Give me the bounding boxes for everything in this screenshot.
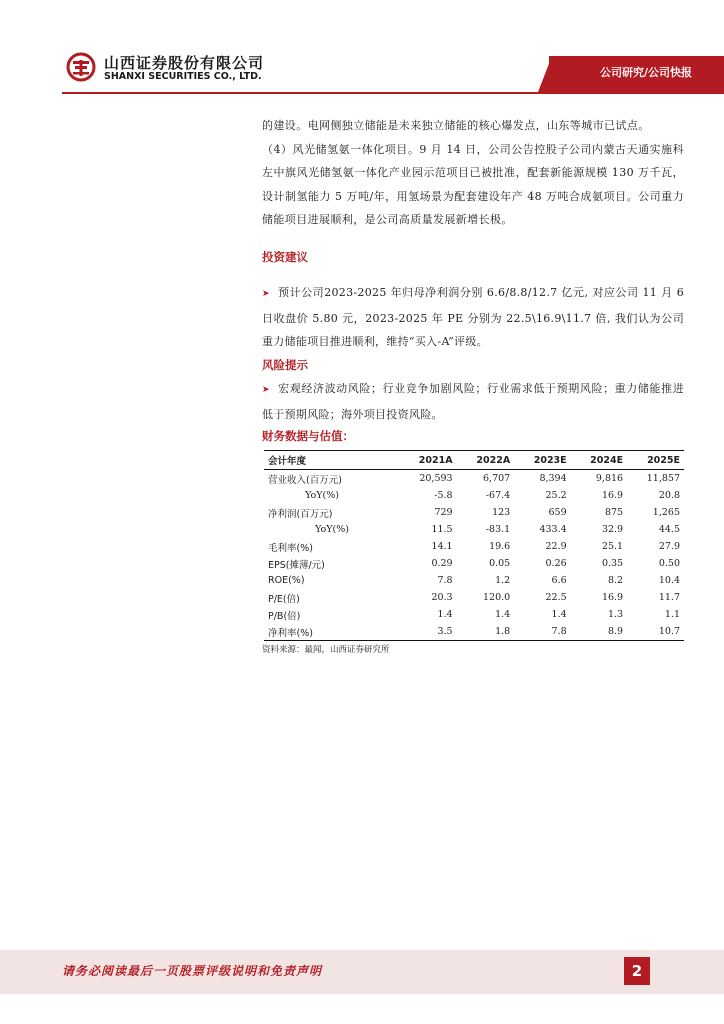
paragraph-2: （4）风光储氢氨一体化项目。9 月 14 日，公司公告控股子公司内蒙古天通实施科左中旗风光储氢氨一体化产业园示范项目已被批准，配套新能源规模 130 万千瓦，设计制氢能力 5 万吨/年，用氢场景为配套建设年产 48 万吨合成氨项目。公司重力储能项目进展顺利，是公司高质量发展新增长极。 (262, 142, 684, 226)
row-label: 营业收入(百万元) (268, 474, 342, 486)
table-cell: 1.1 (664, 609, 680, 620)
table-row (264, 538, 684, 555)
row-label: ROE(%) (268, 575, 305, 586)
table-cell: 1.4 (437, 609, 453, 620)
table-row (264, 555, 684, 572)
table-cell: 11.7 (658, 592, 680, 603)
table-cell: 1.4 (495, 609, 511, 620)
table-cell: 25.1 (601, 541, 624, 552)
header-cell: 2025E (627, 451, 684, 470)
table-row (264, 487, 684, 504)
table-cell: 875 (604, 507, 624, 518)
table-cell: 1,265 (652, 507, 680, 518)
risk-bullet (262, 377, 684, 426)
table-cell: -83.1 (485, 524, 511, 535)
invest-text: 预计公司2023-2025 年归母净利润分别 6.6/8.8/12.7 亿元, 对应公司 11 月 6 日收盘价 5.80 元，2023-2025 年 PE 分别为 22.5\16.9\11.7 倍, 我们认为公司重力储能项目推进顺利，维持“买入-A”评级。 (262, 286, 684, 348)
table-row (264, 521, 684, 538)
row-label: 净利率(%) (264, 623, 399, 641)
footer-disclaimer: 请务必阅读最后一页股票评级说明和免责声明 (62, 964, 323, 978)
table-cell: -5.8 (434, 490, 453, 501)
table-cell: 20,593 (419, 473, 453, 484)
row-label: P/E(倍) (268, 593, 300, 605)
page-number: 2 (624, 957, 650, 985)
table-row (264, 589, 684, 606)
header-cell: 2021A (399, 451, 457, 470)
table-cell: 1.3 (607, 609, 624, 620)
table-cell: 32.9 (601, 524, 624, 535)
table-cell: 659 (548, 507, 567, 518)
table-cell: 7.8 (437, 575, 453, 586)
table-cell: 0.26 (545, 558, 567, 569)
table-cell: 11,857 (646, 473, 680, 484)
table-cell: 14.1 (431, 541, 453, 552)
table-cell: -67.4 (485, 490, 511, 501)
table-row (264, 623, 684, 641)
table-cell: 0.05 (489, 558, 511, 569)
table-cell: 27.9 (658, 541, 680, 552)
row-label: 净利润(百万元) (268, 508, 333, 520)
paragraph-1: 的建设。电网侧独立储能是未来独立储能的核心爆发点，山东等城市已试点。 (262, 119, 650, 132)
page-header (0, 0, 724, 100)
company-name-cn: 山西证券股份有限公司 (104, 54, 265, 72)
company-logo-icon (66, 52, 96, 82)
risk-section-title: 风险提示 (262, 357, 308, 372)
table-cell: 1.8 (457, 623, 515, 641)
table-cell: 9,816 (595, 473, 624, 484)
header-cell: 2024E (571, 451, 627, 470)
report-type-label: 公司研究/公司快报 (599, 66, 692, 79)
row-label: 毛利率(%) (268, 542, 313, 554)
main-content (262, 114, 684, 426)
header-cell: 会计年度 (264, 451, 399, 470)
bullet-arrow-icon: ➤ (262, 289, 270, 299)
row-label: YoY(%) (305, 490, 339, 501)
table-cell: 433.4 (539, 524, 567, 535)
table-row (264, 572, 684, 589)
header-cell: 2022A (457, 451, 515, 470)
table-cell: 7.8 (514, 623, 570, 641)
table-cell: 729 (434, 507, 453, 518)
table-source: 资料来源：最闻，山西证券研究所 (262, 645, 390, 655)
table-row (264, 470, 684, 488)
table-cell: 120.0 (483, 592, 511, 603)
table-cell: 6.6 (551, 575, 567, 586)
table-cell: 1.2 (495, 575, 511, 586)
table-cell: 16.9 (601, 490, 624, 501)
table-cell: 1.4 (551, 609, 567, 620)
table-cell: 6,707 (483, 473, 511, 484)
table-cell: 10.7 (627, 623, 684, 641)
table-cell: 19.6 (489, 541, 511, 552)
table-cell: 8.2 (607, 575, 624, 586)
table-cell: 44.5 (658, 524, 680, 535)
table-cell: 8.9 (571, 623, 627, 641)
bullet-arrow-icon: ➤ (262, 385, 270, 395)
company-name-en: SHANXI SECURITIES CO., LTD. (104, 71, 262, 82)
table-cell: 22.9 (545, 541, 567, 552)
invest-bullet (262, 281, 684, 354)
table-title: 财务数据与估值： (262, 429, 354, 443)
table-cell: 20.8 (658, 490, 680, 501)
risk-text: 宏观经济波动风险；行业竞争加剧风险；行业需求低于预期风险；重力储能推进低于预期风险；海外项目投资风险。 (262, 382, 684, 421)
invest-section-title: 投资建议 (262, 249, 308, 264)
table-cell: 0.35 (601, 558, 624, 569)
table-cell: 8,394 (539, 473, 567, 484)
table-row (264, 504, 684, 521)
row-label: YoY(%) (315, 524, 349, 535)
table-cell: 0.29 (431, 558, 453, 569)
table-cell: 10.4 (658, 575, 680, 586)
table-cell: 3.5 (399, 623, 457, 641)
table-header-row (264, 451, 684, 470)
table-row (264, 606, 684, 623)
header-cell: 2023E (514, 451, 570, 470)
table-cell: 11.5 (431, 524, 453, 535)
header-divider (62, 92, 724, 94)
financial-table (264, 450, 684, 641)
table-cell: 25.2 (545, 490, 567, 501)
table-cell: 20.3 (431, 592, 453, 603)
table-cell: 22.5 (545, 592, 567, 603)
row-label: EPS(摊薄/元) (268, 559, 325, 571)
table-cell: 123 (492, 507, 511, 518)
table-cell: 16.9 (601, 592, 624, 603)
row-label: P/B(倍) (268, 610, 301, 622)
table-cell: 0.50 (658, 558, 680, 569)
